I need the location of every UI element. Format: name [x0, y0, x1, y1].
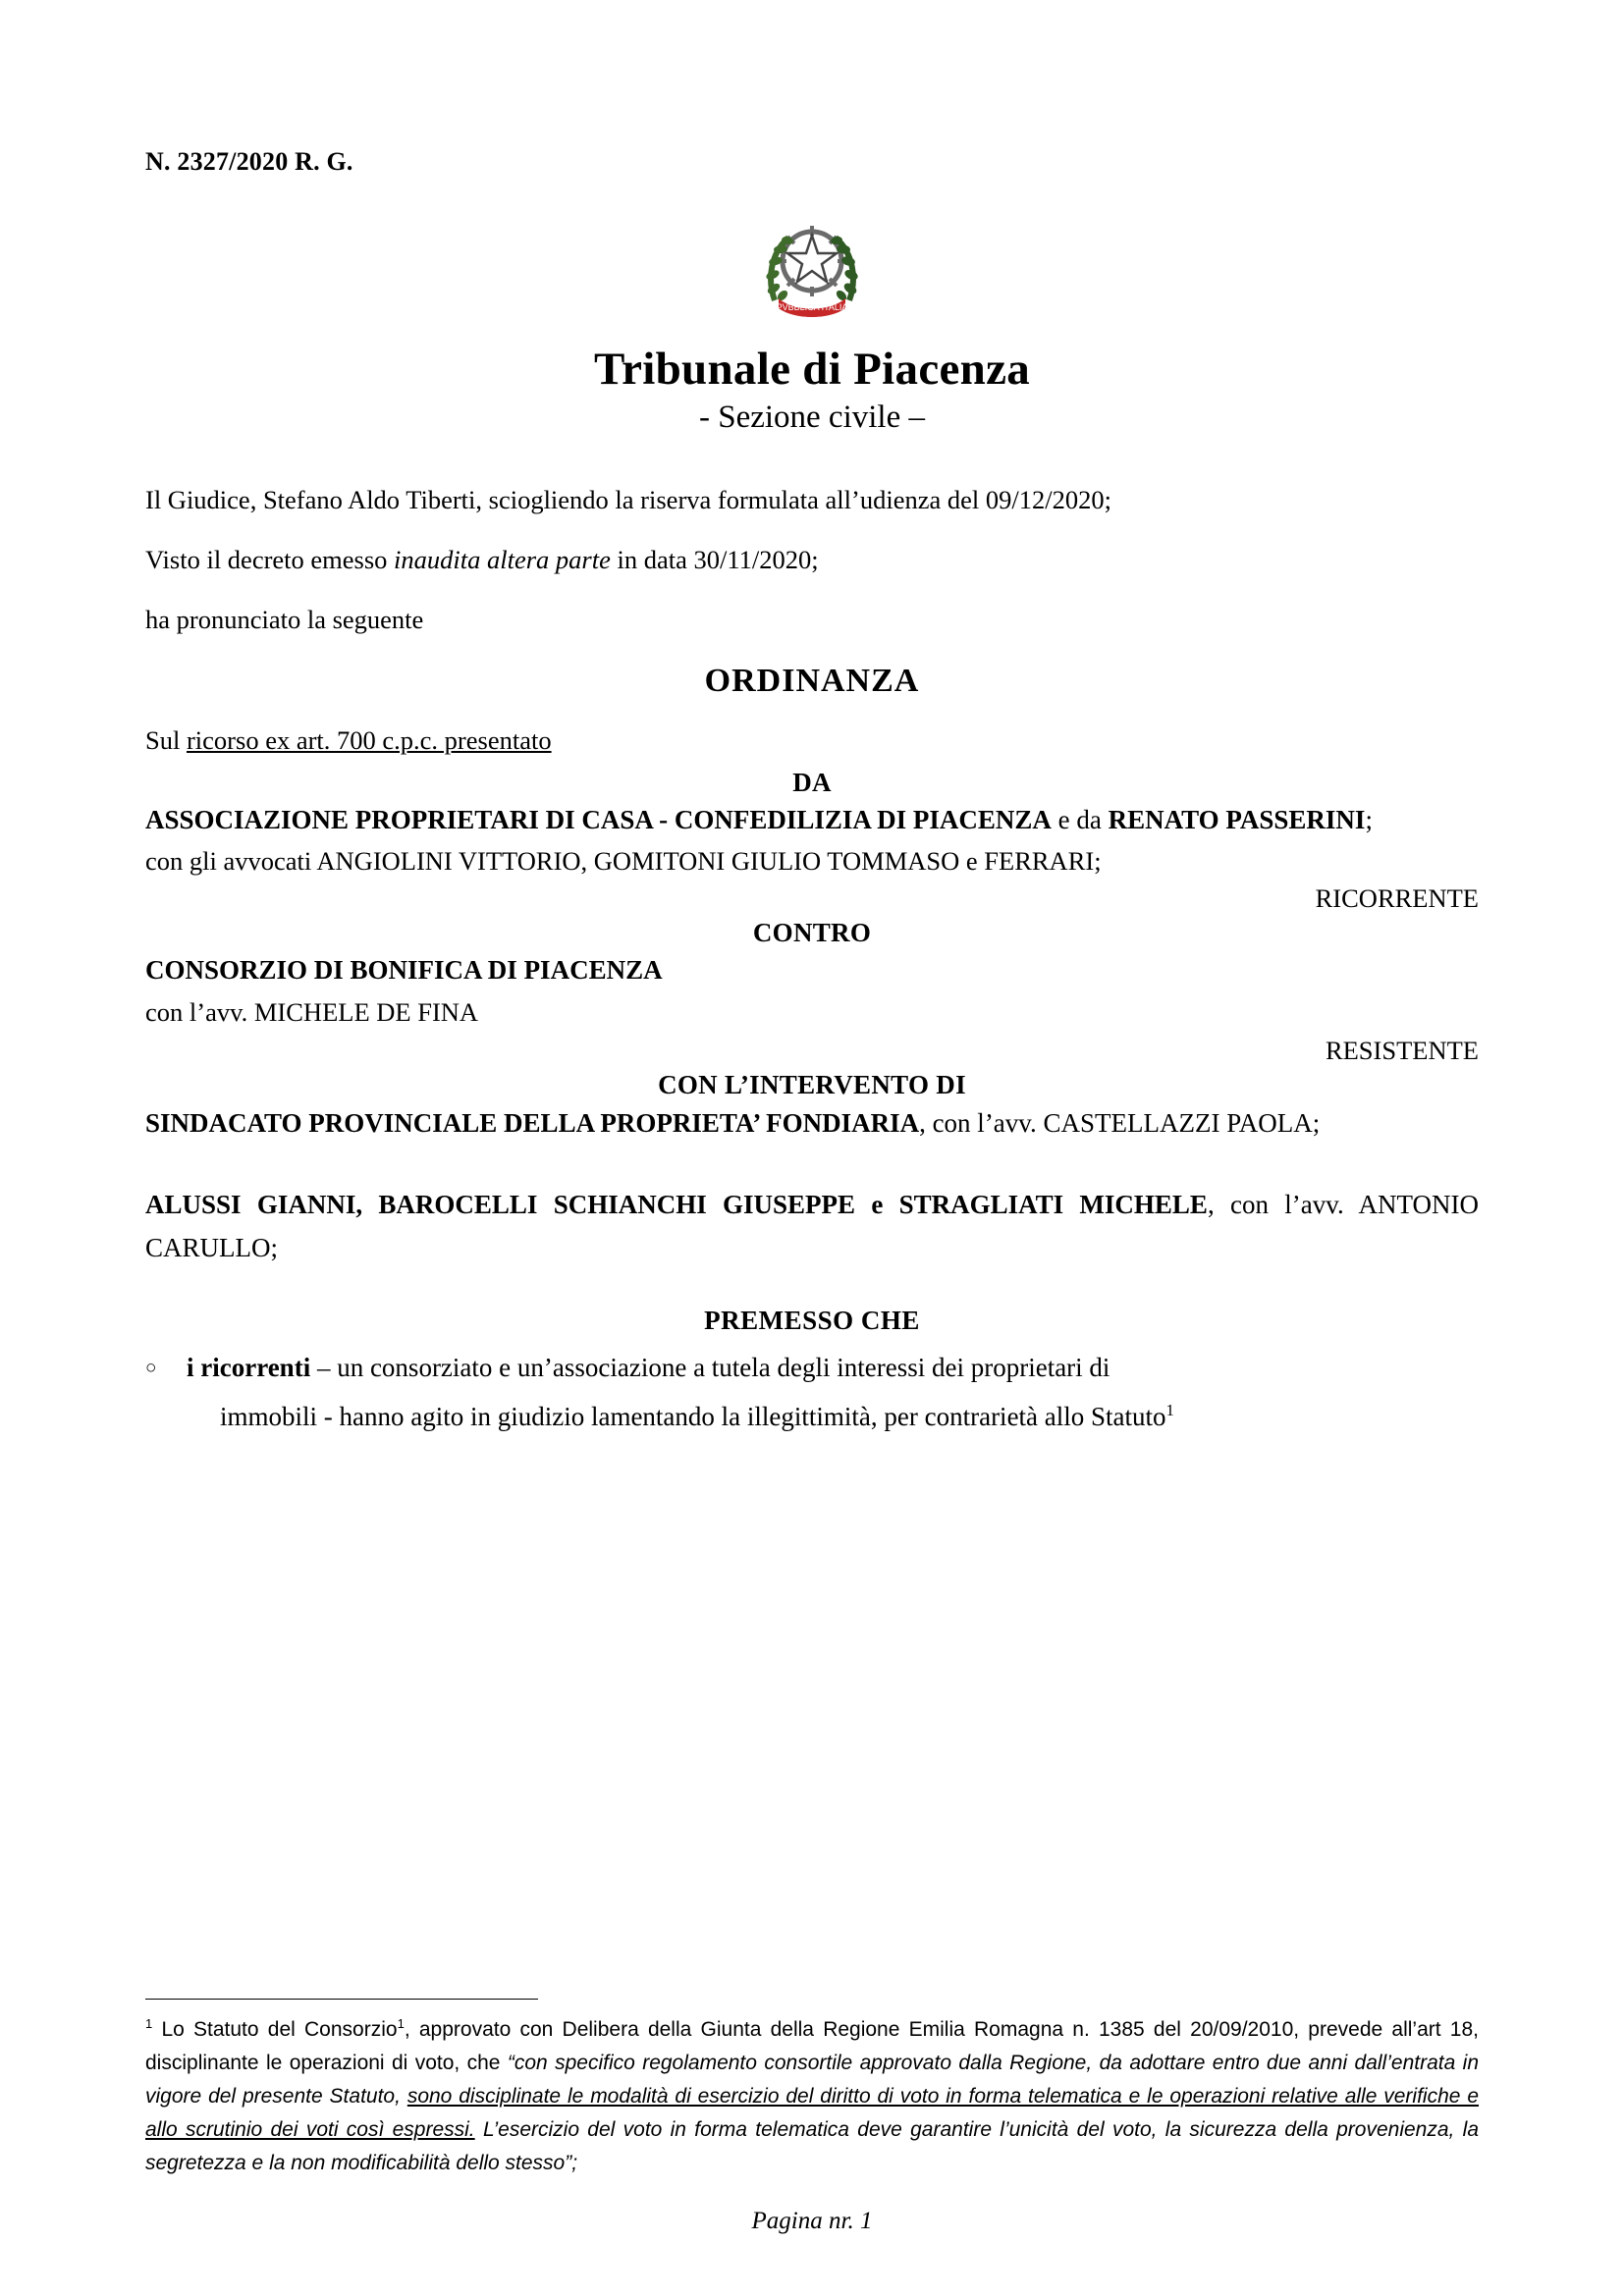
ricorso-underlined: ricorso ex art. 700 c.p.c. presentato	[186, 724, 552, 755]
ricorrente-role-label: RICORRENTE	[1315, 882, 1479, 913]
decree-prefix: Visto il decreto emesso	[145, 544, 395, 574]
list-item-text	[187, 1344, 1479, 1442]
interveniente-sindacato-name: SINDACATO PROVINCIALE DELLA PROPRIETA’ FONDIARIA	[145, 1107, 920, 1138]
footnote-inner-ref: 1	[397, 2015, 405, 2031]
footnote-quote-end: L’esercizio del voto in forma telematica deve garantire l’unicità del voto, la sicurezza della provenienza, la segretezza e la non modificabilità dello stesso”;	[145, 2117, 1480, 2174]
ordinanza-heading: ORDINANZA	[704, 662, 920, 699]
list-item-line1: – un consorziato e un’associazione a tutela degli interessi dei proprietari di	[310, 1352, 1110, 1382]
case-number: N. 2327/2020 R. G.	[145, 147, 353, 176]
interveniente-sindacato	[145, 1102, 1479, 1146]
ricorrente-party-person-suffix: ;	[1365, 804, 1373, 834]
resistente-role-label: RESISTENTE	[1325, 1035, 1479, 1065]
interveniente-persons-name-b: STRAGLIATI MICHELE	[898, 1190, 1208, 1220]
footnote-quote-underlined: sono disciplinate le modalità di esercizio del diritto di voto in forma telematica e le operazioni relative alle verifiche e allo scrutinio dei voti così espressi.	[145, 2084, 1480, 2141]
footnote-reference: 1	[1165, 1400, 1174, 1419]
list-item	[145, 1344, 1479, 1442]
intro-line-pronounced: ha pronunciato la seguente	[145, 604, 424, 634]
decree-latin: inaudita altera parte	[394, 544, 611, 574]
interveniente-persons-name-a: ALUSSI GIANNI, BAROCELLI SCHIANCHI GIUSEPPE	[145, 1190, 856, 1220]
interveniente-sindacato-lawyer: , con l’avv. CASTELLAZZI PAOLA;	[919, 1107, 1321, 1138]
footnote-quote-start: “con specifico regolamento consortile approvato dalla Regione, da adottare entro due anni dall’entrata in vigore del presente Statuto,	[145, 2051, 1480, 2108]
court-title: Tribunale di Piacenza	[593, 344, 1031, 395]
intervento-heading: CON L’INTERVENTO DI	[658, 1069, 966, 1099]
footnote-seg1: Lo Statuto del Consorzio	[152, 2017, 398, 2041]
interveniente-persons-lawyer: , con l’avv. ANTONIO CARULLO;	[145, 1190, 1479, 1262]
footnote-area	[145, 1999, 1479, 2180]
ricorrente-conjunction: e da	[1051, 804, 1102, 834]
ricorrente-lawyers: con gli avvocati ANGIOLINI VITTORIO, GOMITONI GIULIO TOMMASO e FERRARI;	[145, 845, 1102, 876]
ricorrente-party-person: RENATO PASSERINI	[1108, 804, 1366, 834]
ricorso-line	[145, 720, 1479, 762]
list-item-lead: i ricorrenti	[187, 1352, 311, 1382]
ricorso-prefix: Sul	[145, 724, 187, 755]
interveniente-persons-conjunction: e	[855, 1190, 899, 1220]
footnote-marker: 1	[145, 2015, 153, 2031]
footnote-divider	[145, 1999, 538, 2000]
ricorrente-parties	[145, 800, 1479, 841]
resistente-lawyer: con l’avv. MICHELE DE FINA	[145, 997, 479, 1028]
ricorrente-party-association: ASSOCIAZIONE PROPRIETARI DI CASA - CONFEDILIZIA DI PIACENZA	[145, 804, 1052, 834]
emblem-container	[145, 206, 1479, 337]
intro-line-decree	[145, 539, 1479, 581]
court-section: - Sezione civile –	[698, 400, 925, 435]
emblem-of-italy-icon	[761, 206, 863, 332]
page-footer: Pagina nr. 1	[751, 2208, 873, 2234]
intro-line-judge: Il Giudice, Stefano Aldo Tiberti, sciogliendo la riserva formulata all’udienza del 09/12/2020;	[145, 485, 1111, 514]
premesso-heading: PREMESSO CHE	[704, 1305, 920, 1335]
interveniente-persons	[145, 1184, 1479, 1269]
svg-text:REPVBBLICA ITALIANA: REPVBBLICA ITALIANA	[764, 302, 860, 312]
da-heading: DA	[792, 767, 832, 797]
list-item-line2-wrap	[187, 1393, 1479, 1442]
footnote-text	[145, 2013, 1479, 2180]
bullet-circle-icon: ○	[145, 1357, 157, 1378]
resistente-party: CONSORZIO DI BONIFICA DI PIACENZA	[145, 954, 663, 985]
contro-heading: CONTRO	[752, 917, 872, 947]
list-item-line2: immobili - hanno agito in giudizio lamentando la illegittimità, per contrarietà allo Statuto	[220, 1401, 1166, 1431]
decree-suffix: in data 30/11/2020;	[610, 544, 819, 574]
footnote-seg2: , approvato con Delibera della Giunta della Regione Emilia Romagna n. 1385 del 20/09/2010, prevede all’art 18, disciplinante le operazioni di voto, che	[145, 2017, 1479, 2074]
